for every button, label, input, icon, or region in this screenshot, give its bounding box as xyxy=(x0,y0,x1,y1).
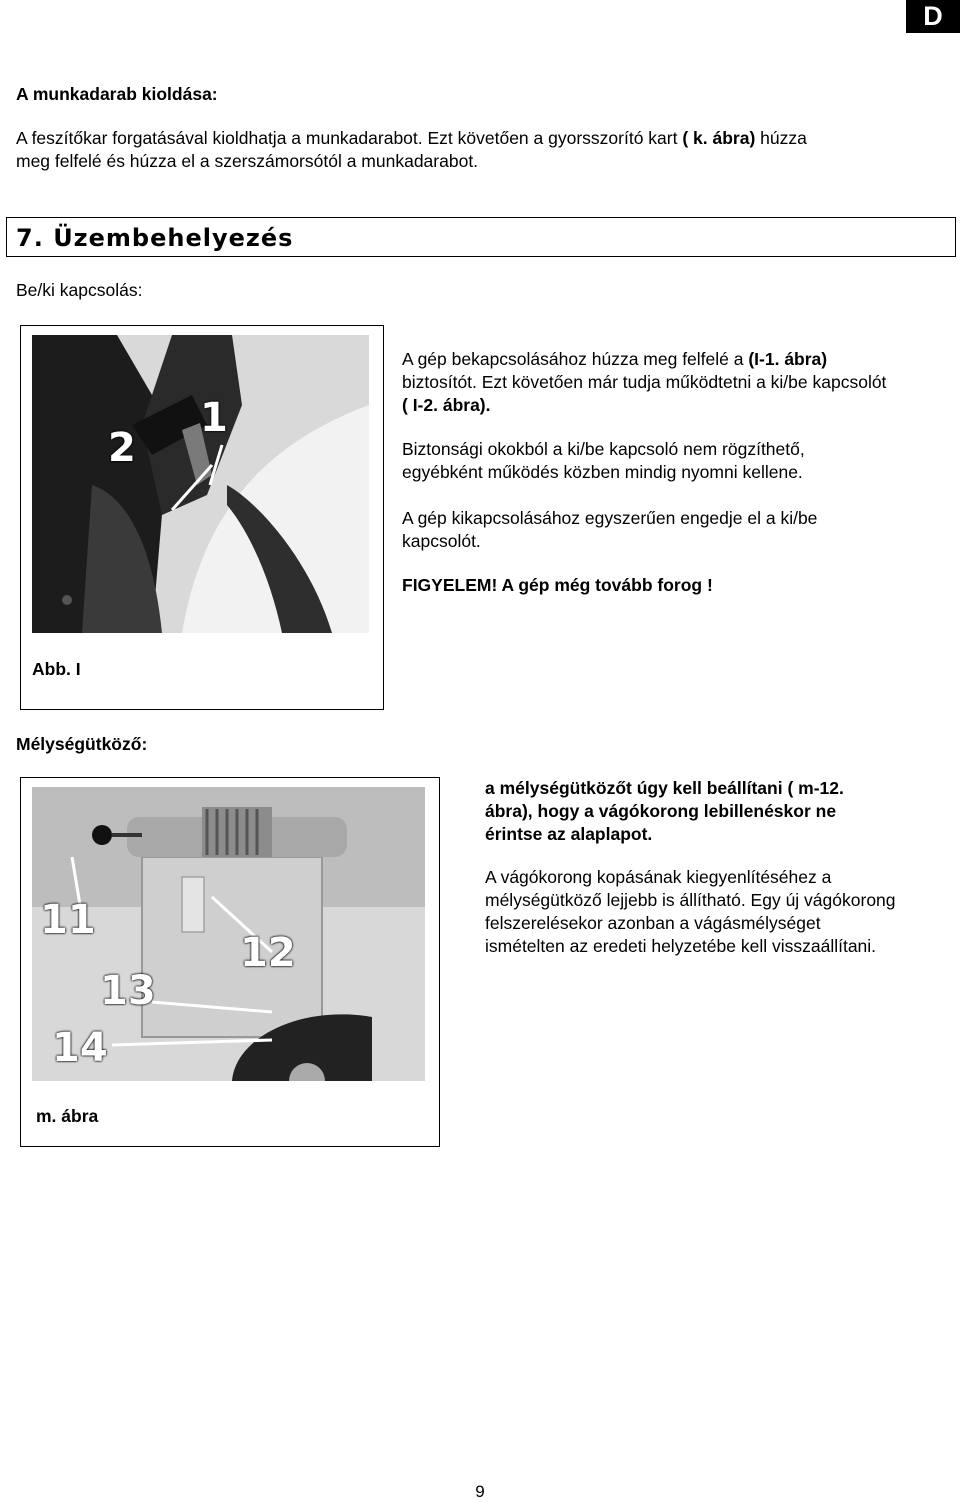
depth-stop-paragraph-2 xyxy=(485,866,955,958)
switch-paragraph-1 xyxy=(402,348,952,417)
switch-paragraph-3 xyxy=(402,507,952,553)
figure-i-caption: Abb. I xyxy=(32,659,81,679)
figure-m-callout-14: 14 xyxy=(52,1025,108,1071)
depth-stop-heading: Mélységütköző: xyxy=(16,734,148,754)
page-number: 9 xyxy=(475,1482,485,1501)
switch-p3-line-1: A gép kikapcsolásához egyszerűen engedje el a ki/be xyxy=(402,508,818,528)
release-figure-ref: ( k. ábra) xyxy=(682,128,756,148)
figure-m-callout-12: 12 xyxy=(240,930,296,976)
release-line-2: meg felfelé és húzza el a szerszámorsótól a munkadarabot. xyxy=(16,151,479,171)
depth-p1-line-2: ábra), hogy a vágókorong lebillenéskor ne xyxy=(485,801,837,821)
release-paragraph xyxy=(16,127,946,173)
release-line-1-end: húzza xyxy=(755,128,807,148)
release-line-1 xyxy=(16,127,946,150)
figure-i-photo xyxy=(32,335,369,633)
switch-p2-line-1: Biztonsági okokból a ki/be kapcsoló nem rögzíthető, xyxy=(402,439,805,459)
switch-heading: Be/ki kapcsolás: xyxy=(16,280,143,300)
switch-p1-line-1 xyxy=(402,348,952,371)
figure-i-callout-1: 1 xyxy=(200,395,228,441)
section-title-text: Üzembehelyezés xyxy=(53,224,294,252)
switch-figure-ref-2: ( I-2. ábra). xyxy=(402,395,491,415)
release-line-1-text: A feszítőkar forgatásával kioldhatja a munkadarabot. Ezt követően a gyorsszorító kart xyxy=(16,128,683,148)
depth-p1-line-3: érintse az alaplapot. xyxy=(485,824,653,844)
switch-paragraph-2 xyxy=(402,438,952,484)
figure-m-callout-13: 13 xyxy=(100,968,156,1014)
depth-p1-line-1: a mélységütközőt úgy kell beállítani ( m-12. xyxy=(485,778,844,798)
switch-p3-line-2: kapcsolót. xyxy=(402,531,481,551)
section-number: 7. xyxy=(16,224,44,252)
section-title xyxy=(16,224,293,252)
switch-figure-ref-1: (I-1. ábra) xyxy=(748,349,828,369)
figure-m-caption: m. ábra xyxy=(36,1106,99,1126)
figure-m-callout-11: 11 xyxy=(40,897,96,943)
switch-p2-line-2: egyébként működés közben mindig nyomni kellene. xyxy=(402,462,803,482)
depth-p2-line-2: mélységütköző lejjebb is állítható. Egy új vágókorong xyxy=(485,890,896,910)
figure-i-callout-2: 2 xyxy=(108,425,136,471)
release-heading: A munkadarab kioldása: xyxy=(16,84,218,104)
depth-p2-line-1: A vágókorong kopásának kiegyenlítéséhez a xyxy=(485,867,832,887)
switch-warning: FIGYELEM! A gép még tovább forog ! xyxy=(402,575,713,595)
switch-p1-line-2: biztosítót. Ezt követően már tudja működtetni a ki/be kapcsolót xyxy=(402,372,887,392)
switch-p1-line-1-text: A gép bekapcsolásához húzza meg felfelé a xyxy=(402,349,749,369)
chapter-tab: D xyxy=(906,0,960,33)
depth-p2-line-3: felszerelésekor azonban a vágásmélységet xyxy=(485,913,821,933)
depth-stop-paragraph-1 xyxy=(485,777,955,846)
depth-p2-line-4: ismételten az eredeti helyzetébe kell visszaállítani. xyxy=(485,936,877,956)
